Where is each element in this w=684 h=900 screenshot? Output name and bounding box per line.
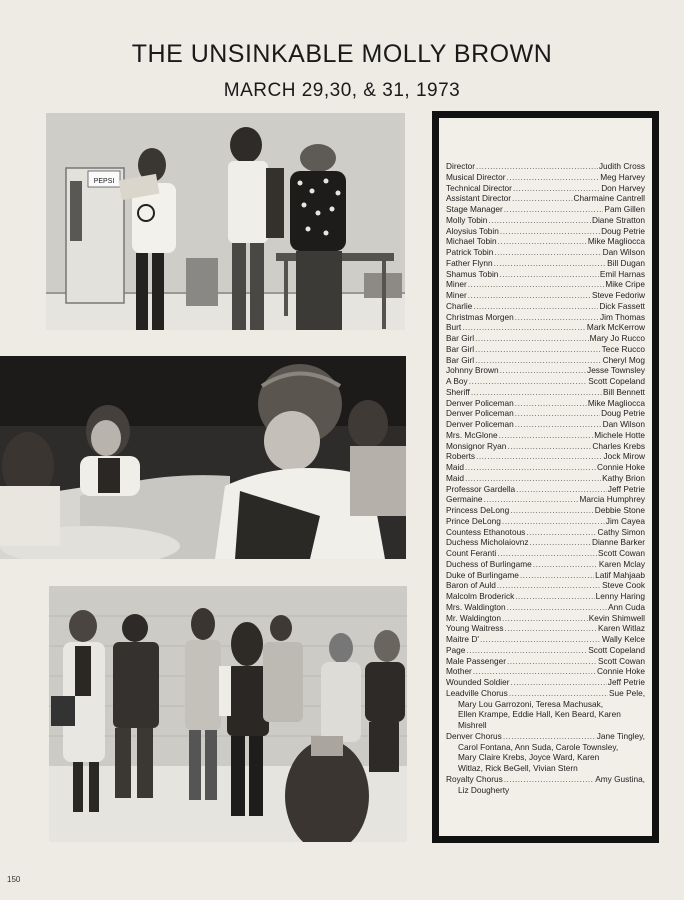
dot-leader [480,634,601,645]
cast-row [446,430,645,441]
cast-role: Denver Policeman [446,408,514,419]
dot-leader [500,226,600,237]
cast-role: Leadville Chorus [446,687,508,698]
cast-member-name: Latif Mahjaab [595,569,645,580]
cast-row [446,548,645,559]
cast-role: Duchess of Burlingame [446,558,532,569]
cast-row [446,656,645,667]
cast-row [446,387,645,398]
cast-member-name: Dan Wilson [602,247,645,257]
dot-leader [509,688,608,699]
cast-row [446,494,645,505]
cast-row [446,623,645,634]
cast-row [446,677,645,688]
dot-leader [516,484,607,495]
cast-role: Aloysius Tobin [446,225,499,236]
dot-leader [476,451,602,462]
cast-role: Prince DeLong [446,515,501,526]
cast-role: Patrick Tobin [446,247,494,257]
cast-row [446,559,645,570]
cast-role: Musical Director [446,171,506,182]
cast-role: Duchess Micholaiovnz [446,537,529,548]
cast-row [446,279,645,290]
cast-role: Molly Tobin [446,214,488,225]
cast-member-name: Charmaine Cantrell [573,193,645,204]
page-title: THE UNSINKABLE MOLLY BROWN [131,40,553,68]
cast-role: Denver Policeman [446,419,514,429]
dot-leader [505,623,597,634]
cast-member-name: Amy Gustina, [595,773,645,784]
cast-member-name: Kevin Shimwell [588,612,645,623]
cast-member-name: Jesse Townsley [587,365,645,376]
dot-leader [511,677,607,688]
cast-role: Christmas Morgen [446,311,514,322]
page-number: 150 [7,875,21,884]
cast-member-name: Tece Rucco [601,343,645,354]
cast-row [446,344,645,355]
dot-leader [475,355,601,366]
dot-leader [473,666,596,677]
dot-leader [503,731,596,742]
cast-row [446,258,645,269]
cast-role: Shamus Tobin [446,268,499,279]
cast-member-name: Steve Fedoriw [591,290,645,300]
dot-leader [469,376,588,387]
cast-member-name: Jim Cayea [605,515,645,526]
cast-member-name: Bill Dugan [607,257,645,268]
cast-role: Male Passenger [446,655,506,666]
cast-role: Mother [446,666,472,677]
dot-leader [494,247,601,258]
cast-member-name: Scott Copeland [588,376,645,386]
cast-role: Technical Director [446,182,512,193]
dot-leader [515,312,599,323]
cast-member-name: Karen Mclay [598,558,645,569]
cast-role: Bar Girl [446,354,475,365]
cast-member-name: Debbie Stone [594,505,645,515]
cast-role: Count Feranti [446,548,497,558]
cast-member-name: Judith Cross [598,161,645,171]
dot-leader [502,516,605,527]
cast-role: Monsignor Ryan [446,440,507,451]
cast-role: Maid [446,472,464,483]
cast-role: Miner [446,279,467,290]
cast-member-name: Diane Stratton [591,214,645,225]
cast-member-name: Bill Bennett [603,386,645,397]
cast-role: Director [446,161,476,171]
cast-row [446,462,645,473]
cast-row [446,161,645,172]
cast-member-continued: Ellen Krampe, Eddie Hall, Ken Beard, Karen [458,709,621,720]
cast-member-name: Jane Tingley, [596,730,645,741]
cast-member-name: Scott Cowan [597,655,645,666]
rehearsal-photo-top [46,113,405,330]
dot-leader [471,387,602,398]
dot-leader [500,365,586,376]
dot-leader [488,215,591,226]
cast-row [446,247,645,258]
dot-leader [483,494,578,505]
dot-leader [498,236,587,247]
cast-member-continued: Witlaz, Rick BeGell, Vivian Stern [458,763,578,773]
cast-member-name: Connie Hoke [597,462,645,472]
dot-leader [533,559,598,570]
cast-role: Professor Gardella [446,483,516,494]
dot-leader [465,462,596,473]
cast-role: A Boy [446,376,468,386]
cast-member-name: Scott Cowan [597,548,645,558]
cast-row [446,193,645,204]
cast-row [446,645,645,656]
cast-member-name: Mike Magliocca [587,236,645,247]
cast-member-name: Mary Jo Rucco [589,333,645,343]
cast-member-continued: Carol Fontana, Ann Suda, Carole Townsley, [458,741,619,752]
cast-row [446,236,645,247]
cast-role: Maid [446,462,464,472]
cast-row [446,441,645,452]
cast-row [446,527,645,538]
cast-role: Germaine [446,494,483,505]
cast-row [446,183,645,194]
cast-row [446,473,645,484]
cast-row [446,301,645,312]
dot-leader [507,602,607,613]
dot-leader [515,591,594,602]
cast-role: Stage Manager [446,204,503,214]
cast-role: Bar Girl [446,343,475,354]
cast-row [446,774,645,785]
dot-leader [497,580,601,591]
cast-role: Miner [446,290,467,300]
auditorium-photo-middle [0,356,406,559]
cast-row [446,322,645,333]
cast-role: Countess Ethanotous [446,526,526,537]
cast-row [446,215,645,226]
dot-leader [476,161,598,172]
cast-member-name: Karen Witlaz [597,623,645,634]
cast-member-name: Lenny Haring [595,591,645,601]
cast-member-name: Kathy Brion [602,472,645,483]
cast-member-continued: Mishrell [458,720,487,730]
dot-leader [506,172,599,183]
cast-row [446,451,645,462]
cast-row [446,365,645,376]
dot-leader [515,408,600,419]
dot-leader [475,333,589,344]
cast-role: Baron of Auld [446,580,496,591]
cast-row [446,613,645,624]
cast-row [446,204,645,215]
cast-role: Duke of Burlingame [446,569,519,580]
dot-leader [513,183,600,194]
cast-member-name: Mark McKerrow [586,322,645,333]
cast-role: Page [446,644,466,655]
cast-member-name: Emil Harnas [599,268,645,279]
dot-leader [510,505,594,516]
cast-role: Wounded Soldier [446,677,510,687]
cast-member-name: Dick Fassett [599,300,645,311]
dot-leader [468,279,605,290]
dot-leader [515,419,602,430]
dot-leader [462,322,586,333]
dot-leader [526,527,596,538]
cast-row [446,419,645,430]
cast-list [439,118,652,836]
cast-row [446,537,645,548]
cast-member-name: Pam Gillen [604,204,645,214]
cast-role: Charlie [446,300,473,311]
cast-row [446,666,645,677]
cast-role: Princess DeLong [446,505,510,515]
cast-role: Sheriff [446,386,470,397]
cast-role: Bar Girl [446,333,475,343]
cast-role: Johnny Brown [446,365,499,376]
cast-member-name: Steve Cook [602,580,645,591]
dot-leader [497,548,597,559]
dot-leader [473,301,598,312]
cast-member-name: Doug Petrie [601,225,645,236]
cast-role: Malcolm Broderick [446,591,515,601]
cast-member-continued: Mary Claire Krebs, Joyce Ward, Karen [458,752,600,763]
dot-leader [502,613,588,624]
cast-member-name: Ann Cuda [608,601,645,612]
cast-member-name: Sue Pele, [609,687,645,698]
cast-role: Michael Tobin [446,236,497,247]
cast-member-name: Michele Hotte [594,429,645,440]
cast-member-name: Connie Hoke [597,666,645,677]
cast-row [446,376,645,387]
cast-row [446,484,645,495]
cast-row [446,226,645,237]
cast-row [446,269,645,280]
dot-leader [507,656,597,667]
cast-member-name: Scott Copeland [588,644,645,655]
cast-role: Mrs. Waldington [446,601,506,612]
dot-leader [512,193,573,204]
dot-leader [499,269,598,280]
cast-role: Roberts [446,451,476,462]
dot-leader [504,204,604,215]
rehearsal-photo-bottom [49,586,407,842]
cast-member-name: Jeff Petrie [607,483,645,494]
cast-role: Father Flynn [446,257,493,268]
cast-row [446,731,645,742]
cast-role: Mr. Waldington [446,612,502,623]
cast-member-name: Marcia Humphrey [579,494,645,505]
cast-role: Young Waitress [446,623,504,634]
cast-row [446,333,645,344]
cast-role: Denver Chorus [446,730,502,741]
cast-row [446,398,645,409]
cast-row [446,408,645,419]
dot-leader [515,398,587,409]
cast-member-name: Charles Krebs [592,440,645,451]
cast-row [446,688,645,699]
cast-member-name: Dianne Barker [591,537,645,548]
cast-row [446,505,645,516]
dot-leader [520,570,594,581]
dot-leader [465,473,601,484]
cast-role: Royalty Chorus [446,773,503,784]
dot-leader [507,441,591,452]
cast-role: Assistant Director [446,193,512,204]
cast-role: Mrs. McGlone [446,429,498,440]
cast-member-continued: Liz Dougherty [458,784,510,795]
cast-row [446,634,645,645]
cast-member-name: Jeff Petrie [607,677,645,687]
cast-member-name: Cheryl Mog [602,354,645,365]
pepsi-sign-label: PEPSI [93,178,115,185]
performance-dates: MARCH 29,30, & 31, 1973 [223,80,461,101]
cast-member-name: Jock Mirow [603,451,645,462]
cast-member-name: Doug Petrie [601,408,645,419]
cast-member-name: Wally Kelce [601,634,645,644]
cast-row [446,172,645,183]
dot-leader [494,258,607,269]
cast-row [446,355,645,366]
dot-leader [530,537,591,548]
cast-member-name: Meg Harvey [600,171,645,182]
cast-row [446,290,645,301]
cast-member-name: Cathy Simon [597,526,645,537]
cast-role: Burt [446,322,462,333]
cast-member-name: Mike Magliocca [587,397,645,408]
cast-row [446,312,645,323]
cast-row [446,516,645,527]
cast-member-continued: Mary Lou Garrozoni, Teresa Machusak, [458,698,604,709]
cast-list-box [432,111,659,843]
cast-member-name: Dan Wilson [602,419,645,429]
cast-row [446,580,645,591]
cast-role: Maitre D' [446,634,479,644]
dot-leader [504,774,594,785]
cast-member-name: Don Harvey [601,182,645,193]
cast-role: Denver Policeman [446,397,514,408]
cast-row [446,602,645,613]
dot-leader [466,645,587,656]
cast-row [446,591,645,602]
cast-row [446,570,645,581]
dot-leader [475,344,601,355]
dot-leader [468,290,591,301]
dot-leader [499,430,594,441]
cast-member-name: Jim Thomas [599,311,645,322]
cast-member-name: Mike Cripe [605,279,645,290]
